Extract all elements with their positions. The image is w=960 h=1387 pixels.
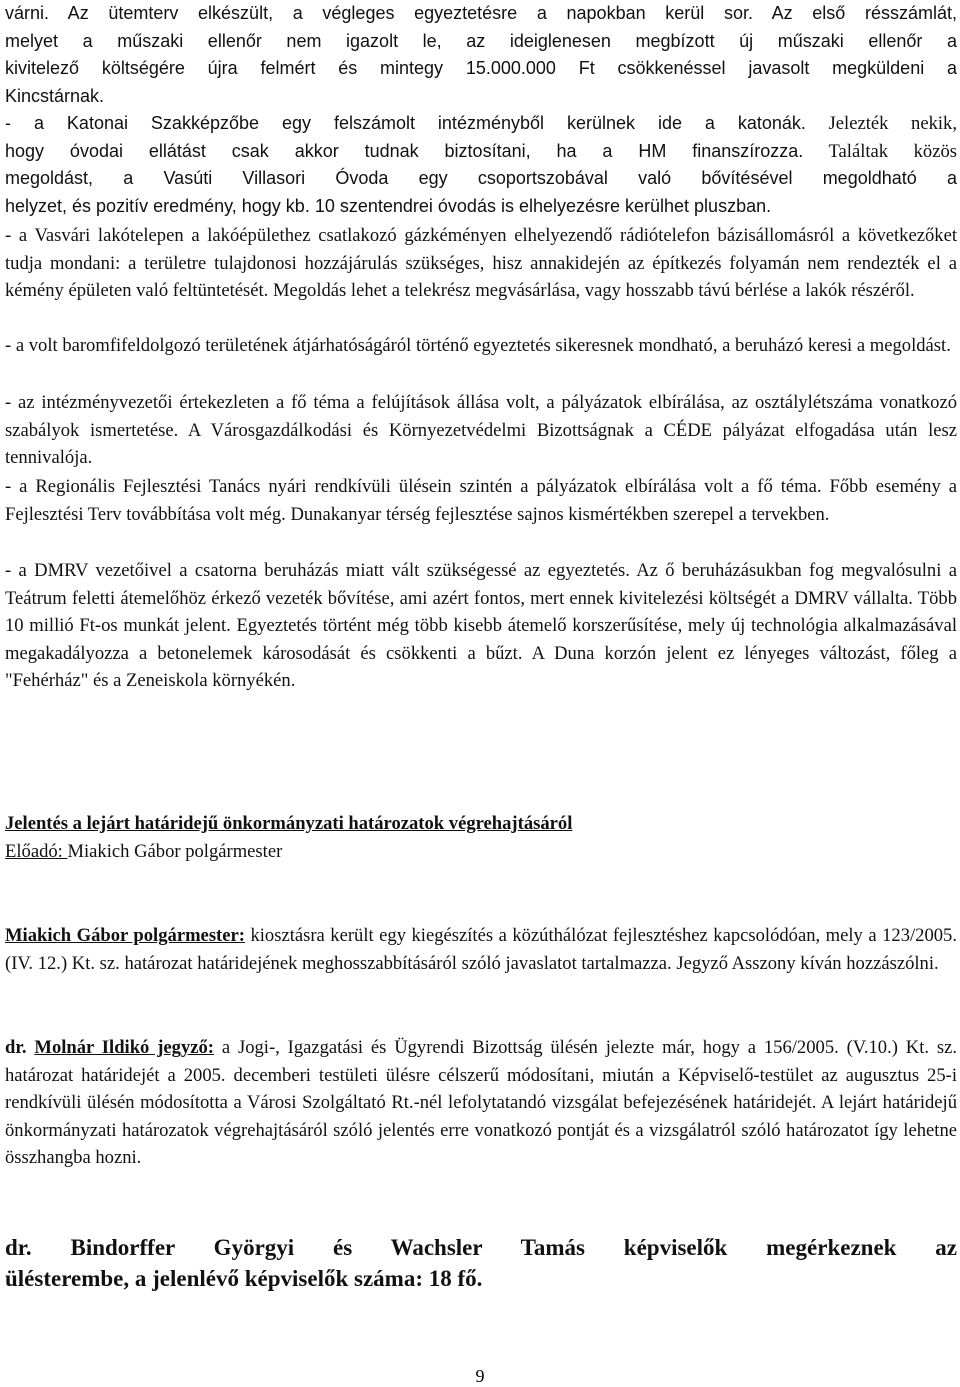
section-title: Jelentés a lejárt határidejű önkormányzati határozatok végrehajtásáról [5, 813, 573, 834]
text-line: kivitelező költségére újra felmért és mintegy 15.000.000 Ft csökkenéssel javasolt megküldeni a [5, 58, 957, 78]
text-fragment: Találtak közös [803, 140, 958, 162]
section-heading [5, 810, 957, 865]
text-fragment: Jelezték nekik, [805, 113, 957, 134]
text-line: melyet a műszaki ellenőr nem igazolt le, az ideiglenesen megbízott új műszaki ellenőr a [5, 30, 957, 51]
page-number: 9 [475, 1366, 485, 1386]
text-line [5, 110, 957, 138]
speech-text: a Jogi-, Igazgatási és Ügyrendi Bizottság ülésén jelezte már, hogy a 156/2005. (V.10.) Kt. sz. határozat határidejét a 2005. decemberi testületi ülésre célszerű módosítani, miután a Képviselő-testület az augusztus 25-i rendkívüli ülésén módosította a Városi Szolgáltató Rt.-nél lefolytatandó vizsgálat befejezésének határidejét. A lejárt határidejű önkormányzati határozatok végrehajtásáról szóló jelentés erre vonatkozó pontját és a vizsgálatról szóló határozatot így lehetne összhangba hozni. [5, 1037, 958, 1168]
text-fragment: hogy óvodai ellátást csak akkor tudnak biztosítani, ha a HM finanszírozza. [5, 140, 804, 161]
text-fragment: - a Katonai Szakképzőbe egy felszámolt intézményből kerülnek ide a katonák. [5, 113, 806, 133]
speaker-name: Miakich Gábor polgármester: [5, 925, 245, 946]
paragraph-katonai [5, 110, 957, 220]
paragraph-miakich [5, 922, 957, 977]
speech-text: kiosztásra került egy kiegészítés a közúthálózat fejlesztéshez kapcsolódóan, mely a 123/2005. (IV. 12.) Kt. sz. határozat határidejének meghosszabbításáról szóló javaslatot tartalmazza. Jegyző Asszony kíván hozzászólni. [5, 925, 957, 974]
paragraph-dmrv: - a DMRV vezetőivel a csatorna beruházás miatt vált szükségessé az egyeztetés. Az ő beruházásukban fog megvalósulni a Teátrum feletti átemelőhöz érkező vezeték bővítése, ami azért fontos, mert ennek kivitelezési költségét a DMRV vállalta. Több 10 millió Ft-os munkát jelent. Egyeztetés történt még több kisebb átemelő korszerűsítése, mely új technológia alkalmazásával megakadályozza a betonelemek károsodását és csökkenti a bűzt. A Duna korzón jelent ez lényeges változást, főleg a "Fehérház" és a Zeneiskola környékén. [5, 560, 957, 691]
text-line: megoldást, a Vasúti Villasori Óvoda egy csoportszobával való bővítésével megoldható a [5, 168, 957, 188]
paragraph-baromfi: - a volt baromfifeldolgozó területének átjárhatóságáról történő egyeztetés sikeresnek mondható, a beruházó keresi a megoldást. [5, 335, 951, 356]
paragraph-molnar [5, 1034, 957, 1172]
arrival-line: dr. Bindorffer Györgyi és Wachsler Tamás képviselők megérkeznek az [5, 1235, 957, 1260]
text-line [5, 138, 957, 166]
paragraph-intezmeny: - az intézményvezetői értekezleten a fő téma a felújítások állása volt, a pályázatok elbírálása, az osztálylétszáma vonatkozó szabályok ismertetése. A Városgazdálkodási és Környezetvédelmi Bizottságnak a CÉDE pályázat elfogadása után lesz tennivalója. [5, 392, 957, 468]
presenter-name: Miakich Gábor polgármester [67, 840, 283, 862]
text-line: Kincstárnak. [5, 85, 105, 106]
presenter-label: Előadó: [5, 840, 68, 862]
presenter-line [5, 838, 957, 866]
arrival-line: ülésterembe, a jelenlévő képviselők száma: 18 fő. [5, 1266, 483, 1291]
speaker-name: Molnár Ildikó jegyző: [34, 1037, 214, 1058]
paragraph-regionalis: - a Regionális Fejlesztési Tanács nyári rendkívüli ülésein szintén a pályázatok elbírálása volt a fő téma. Főbb esemény a Fejlesztési Terv továbbítása volt még. Dunakanyar térség fejlesztése sajnos kismértékben szerepel a tervekben. [5, 476, 957, 525]
text-line: helyzet, és pozitív eredmény, hogy kb. 10 szentendrei óvodás is elhelyezésre kerülhet pluszban. [5, 195, 772, 216]
arrival-notice [5, 1232, 957, 1294]
text-line: várni. Az ütemterv elkészült, a végleges egyeztetésre a napokban kerül sor. Az első résszámlát, [5, 3, 957, 23]
paragraph-vasvari: - a Vasvári lakótelepen a lakóépülethez csatlakozó gázkéményen elhelyezendő rádiótelefon bázisállomásról a következőket tudja mondani: a területre tulajdonosi hozzájárulás szükséges, hisz annakidején az építkezés folyamán nem rendezték el a kémény épületen való feltüntetését. Megoldás lehet a telekrész megvásárlása, vagy hosszabb távú bérlése a lakók részéről. [5, 225, 957, 301]
paragraph-rezszamla [5, 0, 957, 110]
speaker-prefix: dr. [5, 1037, 35, 1058]
